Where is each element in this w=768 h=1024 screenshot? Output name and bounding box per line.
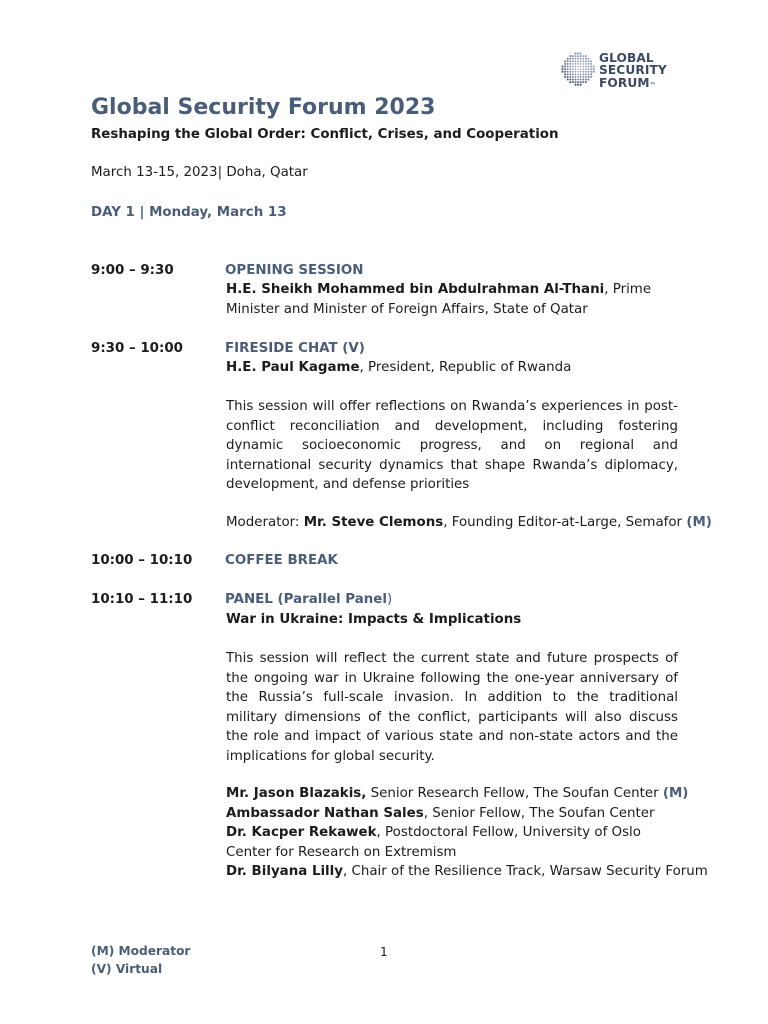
globe-dot — [590, 68, 592, 70]
globe-dot — [569, 71, 571, 73]
session-title: FIRESIDE CHAT (V) — [225, 341, 365, 356]
globe-dot — [582, 55, 584, 57]
speaker-name: Mr. Jason Blazakis, — [226, 786, 367, 801]
globe-dot — [580, 60, 582, 62]
moderator-name: Mr. Steve Clemons — [303, 515, 444, 530]
globe-dot — [564, 73, 566, 75]
globe-dot — [580, 84, 582, 86]
session-title — [225, 592, 392, 607]
globe-dot — [569, 81, 571, 83]
panel-name: War in Ukraine: Impacts & Implications — [226, 612, 522, 627]
globe-dot — [580, 81, 582, 83]
globe-dot — [561, 65, 563, 67]
list-item — [226, 862, 708, 882]
globe-dot — [583, 71, 585, 73]
globe-dot — [580, 76, 582, 78]
moderator-label: Moderator: — [226, 515, 304, 530]
globe-dot — [588, 63, 590, 65]
globe-dot — [593, 65, 595, 67]
session-time: 9:00 – 9:30 — [91, 263, 174, 278]
globe-dot — [582, 60, 584, 62]
globe-dot — [575, 71, 576, 72]
globe-dot — [567, 78, 569, 80]
globe-dot — [569, 63, 571, 65]
globe-dot — [577, 63, 578, 64]
globe-dot — [574, 81, 576, 83]
globe-dot — [567, 58, 569, 60]
speaker-name: Dr. Kacper Rekawek — [226, 825, 377, 840]
globe-dot — [577, 79, 579, 81]
globe-dot — [593, 68, 595, 70]
forum-logo — [561, 52, 681, 92]
globe-dot — [567, 60, 569, 62]
logo-wordmark — [599, 52, 667, 92]
session-title-text: PANEL (Parallel Panel — [225, 592, 387, 607]
globe-dot — [572, 63, 574, 65]
session-speaker — [226, 358, 678, 378]
list-item — [226, 823, 678, 862]
speaker-name: H.E. Sheikh Mohammed bin Abdulrahman Al-Thani — [226, 282, 605, 297]
globe-dot — [567, 73, 569, 75]
globe-dot — [590, 76, 592, 78]
session-title-close: ) — [386, 592, 393, 607]
globe-dot — [588, 73, 590, 75]
session-time: 10:00 – 10:10 — [91, 553, 193, 568]
logo-line-forum: FORUM — [599, 75, 650, 90]
globe-dot — [569, 79, 571, 81]
globe-dot — [580, 71, 581, 72]
globe-dot — [580, 58, 582, 60]
panel-speakers — [226, 784, 708, 882]
globe-dot — [569, 60, 571, 62]
globe-dot — [587, 78, 589, 80]
globe-dot — [572, 74, 574, 76]
speaker-name: Dr. Bilyana Lilly — [226, 864, 343, 879]
globe-dot — [567, 76, 569, 78]
globe-dot — [567, 68, 569, 70]
globe-dot — [575, 68, 576, 69]
speaker-name: H.E. Paul Kagame — [226, 360, 360, 375]
globe-dot — [580, 74, 582, 76]
globe-dot — [583, 66, 585, 68]
globe-dot — [577, 71, 578, 72]
speaker-role: , Chair of the Resilience Track, Warsaw Security Forum — [342, 864, 708, 879]
globe-dot — [574, 84, 576, 86]
globe-dot — [577, 58, 579, 60]
globe-dot — [577, 66, 578, 67]
globe-dot — [577, 55, 579, 57]
globe-dot — [582, 79, 584, 81]
globe-dot — [585, 76, 587, 78]
session-time: 9:30 – 10:00 — [91, 341, 183, 356]
globe-dot — [588, 66, 590, 68]
globe-dot — [577, 76, 579, 78]
globe-dot — [580, 55, 582, 57]
page-title: Global Security Forum 2023 — [91, 95, 436, 120]
day-heading: DAY 1 | Monday, March 13 — [91, 205, 287, 220]
globe-dot — [585, 60, 587, 62]
globe-dot — [585, 79, 587, 81]
globe-dot — [572, 79, 574, 81]
globe-dot — [569, 76, 571, 78]
globe-dot — [585, 55, 587, 57]
moderator-mark: (M) — [662, 786, 689, 801]
globe-dot — [588, 60, 590, 62]
globe-dot — [585, 81, 587, 83]
globe-dot — [575, 76, 577, 78]
globe-dot — [575, 58, 577, 60]
globe-dot — [583, 68, 584, 69]
globe-dot — [585, 66, 587, 68]
globe-dot — [585, 63, 587, 65]
globe-dot — [580, 79, 582, 81]
globe-dot — [582, 58, 584, 60]
globe-dot — [564, 66, 566, 68]
globe-dot — [567, 66, 569, 68]
session-moderator — [226, 513, 712, 533]
speaker-name: Ambassador Nathan Sales — [226, 805, 424, 821]
globe-dot — [569, 66, 571, 68]
globe-dot — [578, 69, 579, 70]
page-subtitle: Reshaping the Global Order: Conflict, Crises, and Cooperation — [91, 127, 559, 142]
list-item — [226, 784, 689, 804]
globe-dot — [572, 55, 574, 57]
globe-dot — [569, 55, 571, 57]
globe-dot — [564, 76, 566, 78]
globe-dot — [590, 65, 592, 67]
session-description: This session will offer reflections on Rwanda’s experiences in post-conflict reconciliation and development, including fostering dynamic socioeconomic progress, and on regional and international security dynamics that shape Rwanda’s diplomacy, development, and defense priorities — [226, 399, 678, 492]
speaker-role: Senior Research Fellow, The Soufan Center — [366, 786, 663, 801]
globe-dot — [580, 66, 581, 67]
globe-dot — [569, 73, 571, 75]
globe-dot — [572, 66, 574, 68]
globe-dot — [575, 79, 577, 81]
globe-dot — [580, 68, 581, 69]
globe-dot — [572, 60, 574, 62]
legend-moderator: (M) Moderator — [91, 944, 191, 958]
globe-dot — [572, 81, 574, 83]
globe-dot — [575, 63, 577, 65]
globe-dot — [588, 71, 590, 73]
globe-dot — [580, 63, 582, 65]
globe-dots-icon — [561, 52, 595, 86]
legend-virtual: (V) Virtual — [91, 962, 163, 976]
globe-dot — [585, 73, 587, 75]
moderator-role: , Founding Editor-at-Large, Semafor — [443, 515, 687, 530]
globe-dot — [577, 60, 579, 62]
globe-dot — [575, 60, 577, 62]
session-description: This session will reflect the current state and future prospects of the ongoing war in Ukraine following the one-year anniversary of the Russia’s full-scale invasion. In addition to the traditional military dimensions of the conflict, participants will also discuss the role and impact of various state and non-state actors and the implications for global security. — [226, 651, 678, 764]
globe-dot — [585, 71, 587, 73]
globe-dot — [572, 68, 573, 69]
globe-dot — [577, 84, 579, 86]
globe-dot — [587, 58, 589, 60]
globe-dot — [575, 66, 576, 67]
globe-dot — [588, 76, 590, 78]
globe-dot — [564, 68, 566, 70]
globe-dot — [567, 71, 569, 73]
logo-trademark: ™ — [649, 81, 656, 89]
globe-dot — [582, 73, 584, 75]
logo-line-security: SECURITY — [599, 63, 667, 78]
globe-dot — [574, 52, 576, 54]
speaker-role: , Senior Fellow, The Soufan Center — [423, 805, 655, 821]
speaker-role: , Postdoctoral Fellow, University of Oslo Center for Research on Extremism — [226, 825, 641, 860]
globe-dot — [582, 76, 584, 78]
session-time: 10:10 – 11:10 — [91, 592, 193, 607]
globe-dot — [572, 58, 574, 60]
speaker-role: , President, Republic of Rwanda — [359, 360, 572, 375]
globe-dot — [590, 71, 592, 73]
globe-dot — [590, 63, 592, 65]
globe-dot — [590, 60, 592, 62]
globe-dot — [577, 81, 579, 83]
logo-line-global: GLOBAL — [599, 51, 654, 65]
globe-dot — [569, 68, 571, 70]
globe-dot — [564, 60, 566, 62]
globe-dot — [575, 74, 577, 76]
globe-dot — [593, 71, 595, 73]
globe-dot — [572, 76, 574, 78]
session-title: OPENING SESSION — [225, 263, 364, 278]
globe-dot — [585, 58, 587, 60]
globe-dot — [561, 71, 563, 73]
speaker-role: , Prime Minister and Minister of Foreign Affairs, State of Qatar — [226, 282, 652, 317]
list-item — [226, 804, 678, 824]
globe-dot — [588, 68, 590, 70]
globe-dot — [572, 71, 574, 73]
globe-dot — [567, 63, 569, 65]
globe-dot — [564, 71, 566, 73]
page-number: 1 — [380, 945, 388, 959]
globe-dot — [590, 73, 592, 75]
globe-dot — [582, 81, 584, 83]
globe-dot — [575, 55, 577, 57]
event-dateline: March 13-15, 2023| Doha, Qatar — [91, 165, 308, 180]
globe-dot — [569, 58, 571, 60]
moderator-mark: (M) — [686, 515, 712, 530]
globe-dot — [585, 68, 587, 70]
globe-dot — [577, 74, 578, 75]
globe-dot — [577, 52, 579, 54]
session-title: COFFEE BREAK — [225, 553, 338, 568]
session-speaker — [226, 280, 678, 319]
globe-dot — [583, 63, 585, 65]
globe-dot — [561, 68, 563, 70]
globe-dot — [580, 52, 582, 54]
globe-dot — [564, 63, 566, 65]
